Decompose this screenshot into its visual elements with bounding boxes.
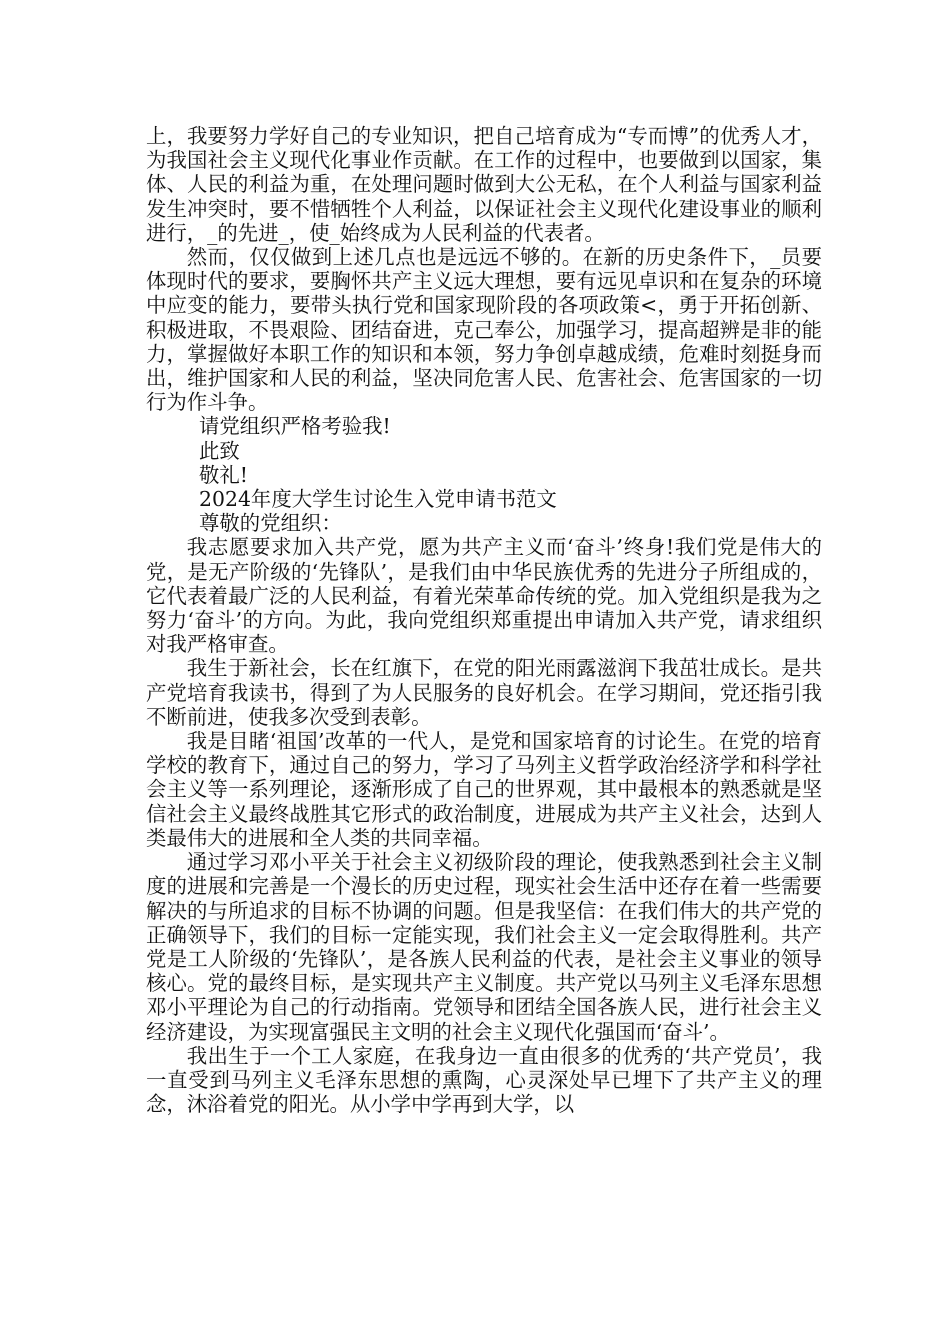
paragraph-new-era: 然而，仅仅做到上述几点也是远远不够的。在新的历史条件下，_员要体现时代的要求，要胸怀共产主义远大理想，要有远见卓识和在复杂的环境中应变的能力，要带头执行党和国家现阶段的各项政策<，勇于开拓创新、积极进取，不畏艰险、团结奋进，克己奉公，加强学习，提高超辨是非的能力，掌握做好本职工作的知识和本领，努力争创卓越成绩，危难时刻挺身而出，维护国家和人民的利益，坚决同危害人民、危害社会、危害国家的一切行为作斗争。 bbox=[146, 245, 822, 415]
paragraph-join-party: 我志愿要求加入共产党，愿为共产主义而‘奋斗’终身!我们党是伟大的党，是无产阶级的‘先锋队’，是我们由中华民族优秀的先进分子所组成的，它代表着最广泛的人民利益，有着光荣革命传统的党。加入党组织是我为之努力‘奋斗’的方向。为此，我向党组织郑重提出申请加入共产党，请求组织对我严格审查。 bbox=[146, 535, 822, 657]
paragraph-salutation-jingli: 敬礼! bbox=[199, 462, 249, 487]
paragraph-salutation-cizhi: 此致 bbox=[199, 438, 240, 463]
document-page bbox=[146, 124, 822, 1116]
paragraph-request-test: 请党组织严格考验我! bbox=[199, 414, 391, 439]
paragraph-continuation: 上，我要努力学好自己的专业知识，把自己培育成为“专而博”的优秀人才，为我国社会主义现代化事业作贡献。在工作的过程中，也要做到以国家，集体、人民的利益为重，在处理问题时做到大公无私，在个人利益与国家利益发生冲突时，要不惜牺牲个人利益，以保证社会主义现代化建设事业的顺利进行，_的先进_，使_始终成为人民利益的代表者。 bbox=[146, 124, 822, 245]
document-title: 2024年度大学生讨论生入党申请书范文 bbox=[199, 487, 557, 512]
paragraph-witness-reform: 我是目睹‘祖国’改革的一代人，是党和国家培育的讨论生。在党的培育学校的教育下，通过自己的努力，学习了马列主义哲学政治经济学和科学社会主义等一系列理论，逐渐形成了自己的世界观，其中最根本的熟悉就是坚信社会主义最终战胜其它形式的政治制度，进展成为共产主义社会，达到人类最伟大的进展和全人类的共同幸福。 bbox=[146, 729, 822, 850]
paragraph-deng-theory: 通过学习邓小平关于社会主义初级阶段的理论，使我熟悉到社会主义制度的进展和完善是一个漫长的历史过程，现实社会生活中还存在着一些需要解决的与所追求的目标不协调的问题。但是我坚信：在我们伟大的共产党的正确领导下，我们的目标一定能实现，我们社会主义一定会取得胜利。共产党是工人阶级的‘先锋队’，是各族人民利益的代表，是社会主义事业的领导核心。党的最终目标，是实现共产主义制度。共产党以马列主义毛泽东思想邓小平理论为自己的行动指南。党领导和团结全国各族人民，进行社会主义经济建设，为实现富强民主文明的社会主义现代化强国而‘奋斗’。 bbox=[146, 850, 822, 1044]
greeting: 尊敬的党组织： bbox=[199, 511, 342, 536]
paragraph-born: 我生于新社会，长在红旗下，在党的阳光雨露滋润下我茁壮成长。是共产党培育我读书，得到了为人民服务的良好机会。在学习期间，党还指引我不断前进，使我多次受到表彰。 bbox=[146, 656, 822, 729]
paragraph-family: 我出生于一个工人家庭，在我身边一直由很多的优秀的‘共产党员’，我一直受到马列主义毛泽东思想的熏陶，心灵深处早已埋下了共产主义的理念，沐浴着党的阳光。从小学中学再到大学，以 bbox=[146, 1043, 822, 1117]
